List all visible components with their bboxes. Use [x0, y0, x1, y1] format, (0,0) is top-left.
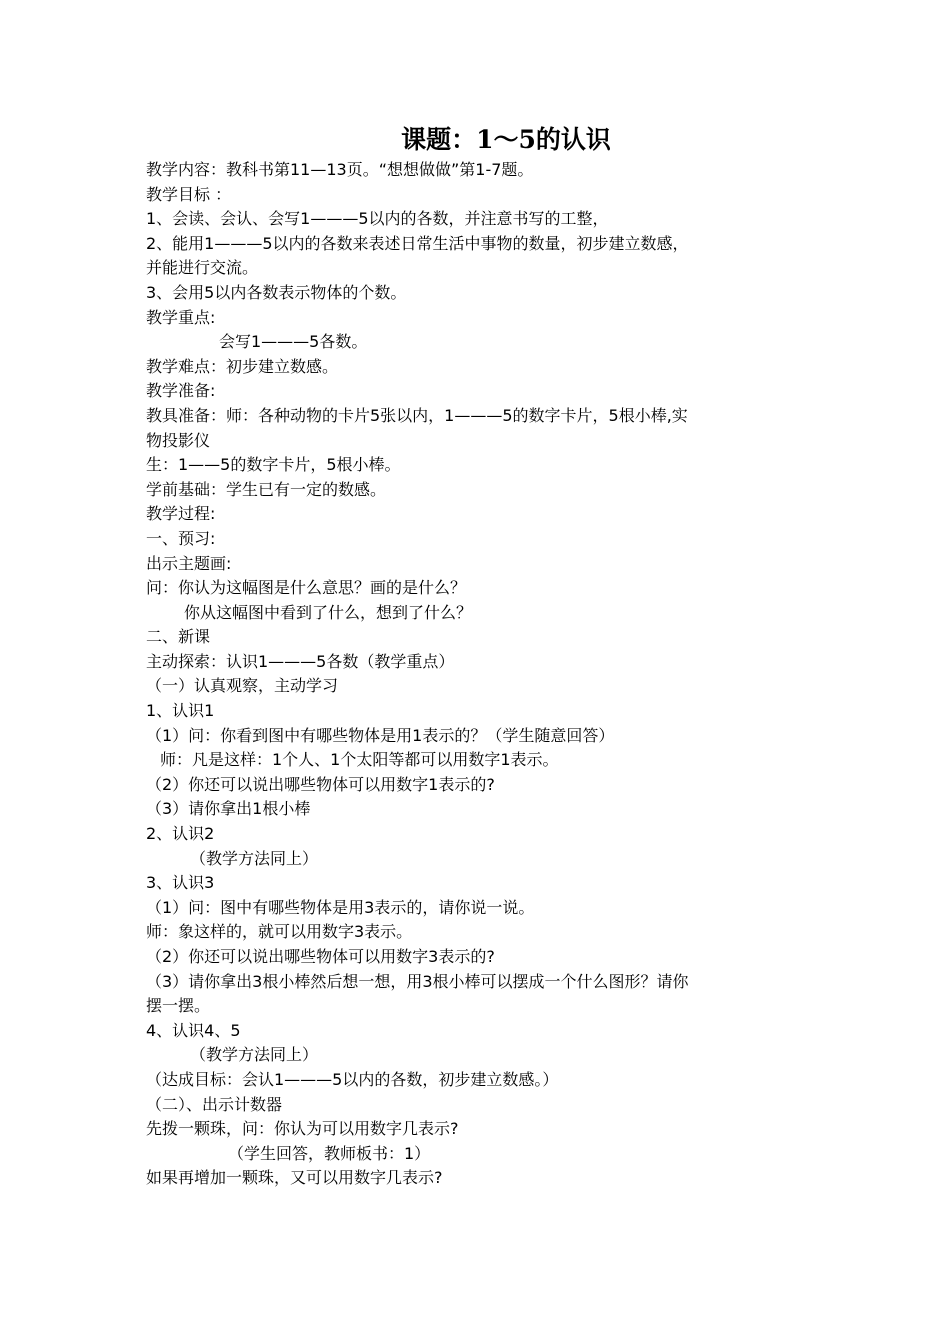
text-line: 并能进行交流。: [146, 258, 259, 278]
text-line: 教学重点:: [146, 307, 216, 327]
text-line: （二）、出示计数器: [146, 1094, 283, 1114]
text-line: 2、认识2: [146, 824, 215, 844]
text-line: 4、认识4、5: [146, 1020, 241, 1040]
text-line: 主动探索：认识1———5各数（教学重点）: [146, 651, 455, 671]
document-title: 课题：1～5的认识: [401, 125, 611, 154]
text-line: 师：凡是这样：1个人、1个太阳等都可以用数字1表示。: [160, 750, 559, 770]
text-line: 教学内容：教科书第11—13页。“想想做做”第1-7题。: [146, 160, 534, 179]
text-line: 会写1———5各数。: [219, 332, 368, 352]
text-line: 物投影仪: [146, 430, 211, 450]
text-line: （3）请你拿出3根小棒然后想一想，用3根小棒可以摆成一个什么图形？请你: [146, 971, 689, 991]
text-line: （一）认真观察，主动学习: [146, 676, 339, 696]
text-line: 如果再增加一颗珠，又可以用数字几表示?: [146, 1168, 443, 1188]
text-line: 二、新课: [146, 627, 211, 647]
text-line: （教学方法同上）: [190, 848, 319, 868]
text-line: 问：你认为这幅图是什么意思？画的是什么？: [146, 578, 467, 598]
text-line: 教学准备:: [146, 381, 216, 401]
text-line: 2、能用1———5以内的各数来表述日常生活中事物的数量，初步建立数感，: [146, 233, 689, 253]
text-line: 你从这幅图中看到了什么，想到了什么？: [184, 602, 473, 622]
text-line: 学前基础：学生已有一定的数感。: [146, 479, 387, 499]
text-line: （3）请你拿出1根小棒: [146, 799, 311, 819]
text-line: （1）问：你看到图中有哪些物体是用1表示的？（学生随意回答）: [146, 725, 615, 745]
text-line: 教具准备：师：各种动物的卡片5张以内，1———5的数字卡片，5根小棒,实: [146, 405, 688, 425]
text-line: 一、预习:: [146, 528, 216, 548]
text-line: 摆一摆。: [146, 996, 211, 1016]
text-line: 师：象这样的，就可以用数字3表示。: [146, 922, 413, 942]
text-line: 先拨一颗珠，问：你认为可以用数字几表示?: [146, 1119, 459, 1139]
text-line: （达成目标：会认1———5以内的各数，初步建立数感。）: [146, 1069, 559, 1089]
text-line: 生：1——5的数字卡片，5根小棒。: [146, 455, 401, 475]
text-line: （2）你还可以说出哪些物体可以用数字3表示的?: [146, 947, 495, 966]
text-line: 1、会读、会认、会写1———5以内的各数，并注意书写的工整，: [146, 209, 609, 229]
text-line: 1、认识1: [146, 701, 215, 721]
text-line: 教学过程:: [146, 504, 216, 524]
text-line: （2）你还可以说出哪些物体可以用数字1表示的?: [146, 774, 495, 794]
document-body: [146, 158, 826, 1191]
text-line: 3、认识3: [146, 873, 215, 893]
text-line: （1）问：图中有哪些物体是用3表示的，请你说一说。: [146, 897, 535, 917]
text-line: 出示主题画:: [146, 553, 232, 573]
text-line: （教学方法同上）: [190, 1045, 319, 1065]
text-line: 3、会用5以内各数表示物体的个数。: [146, 282, 407, 302]
text-line: 教学难点：初步建立数感。: [146, 356, 339, 376]
text-line: （学生回答，教师板书：1）: [228, 1143, 431, 1163]
text-line: 教学目标 ：: [146, 184, 232, 204]
